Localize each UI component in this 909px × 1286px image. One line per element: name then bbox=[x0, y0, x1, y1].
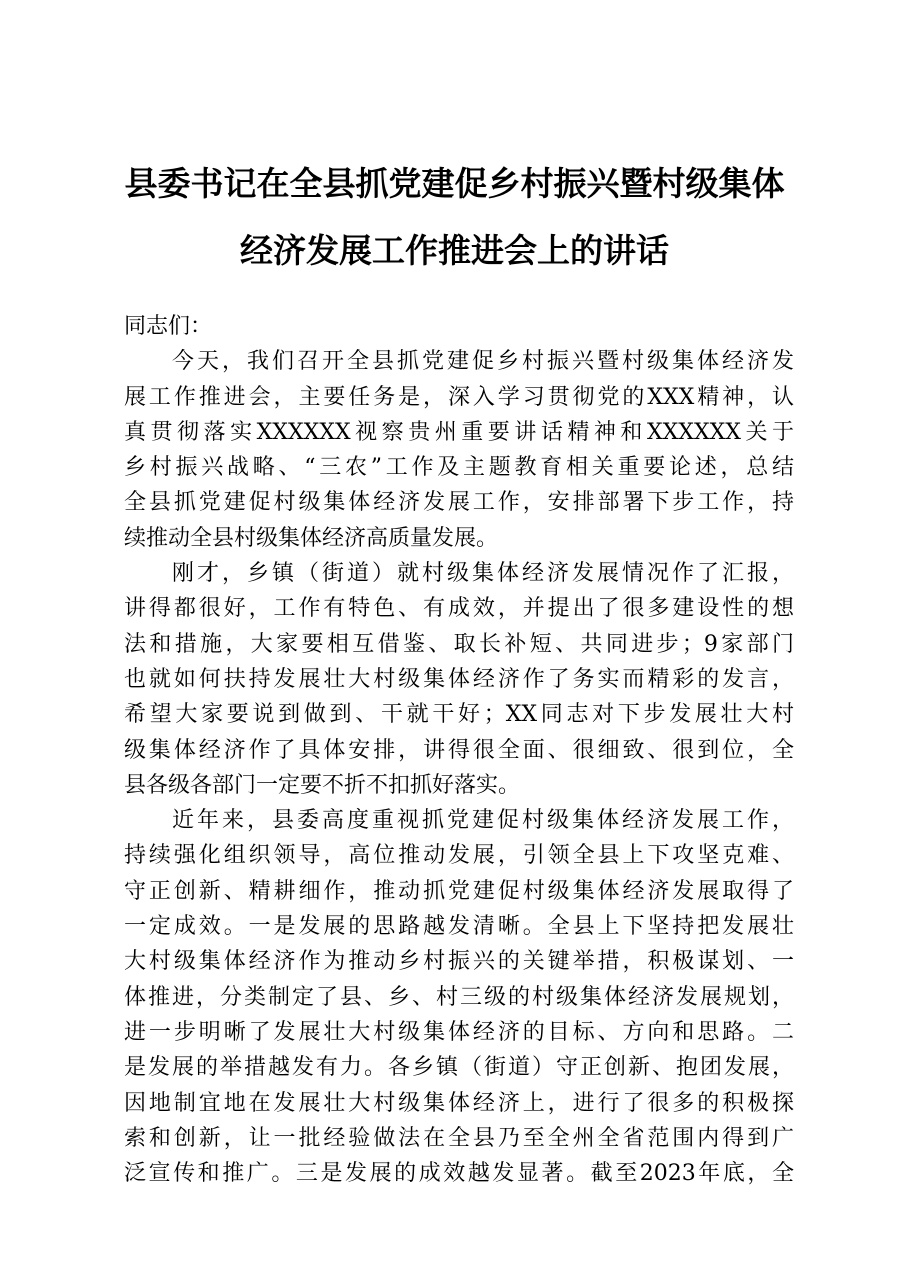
paragraph-line: 乡村振兴战略、“三农”工作及主题教育相关重要论述，总结 bbox=[124, 455, 794, 481]
paragraph-line: 是发展的举措越发有力。各乡镇（街道）守正创新、抱团发展， bbox=[124, 1055, 794, 1081]
paragraph-line: 续推动全县村级集体经济高质量发展。 bbox=[124, 525, 499, 551]
paragraph-line: 近年来，县委高度重视抓党建促村级集体经济发展工作， bbox=[172, 808, 794, 834]
paragraph-line: 法和措施，大家要相互借鉴、取长补短、共同进步；9家部门 bbox=[124, 631, 794, 657]
paragraph-line: 体推进，分类制定了县、乡、村三级的村级集体经济发展规划， bbox=[124, 984, 794, 1010]
paragraph-line: 级集体经济作了具体安排，讲得很全面、很细致、很到位，全 bbox=[124, 737, 794, 763]
paragraph-line: 持续强化组织领导，高位推动发展，引领全县上下攻坚克难、 bbox=[124, 843, 794, 869]
paragraph-line: 真贯彻落实XXXXXX视察贵州重要讲话精神和XXXXXX关于 bbox=[124, 419, 794, 445]
document-title-line-2: 经济发展工作推进会上的讲话 bbox=[240, 231, 669, 270]
paragraph-line: 刚才，乡镇（街道）就村级集体经济发展情况作了汇报， bbox=[172, 561, 794, 587]
paragraph-line: 也就如何扶持发展壮大村级集体经济作了务实而精彩的发言， bbox=[124, 666, 794, 692]
paragraph-line: 大村级集体经济作为推动乡村振兴的关键举措，积极谋划、一 bbox=[124, 949, 794, 975]
paragraph-line: 守正创新、精耕细作，推动抓党建促村级集体经济发展取得了 bbox=[124, 878, 794, 904]
paragraph-line: 讲得都很好，工作有特色、有成效，并提出了很多建设性的想 bbox=[124, 596, 794, 622]
paragraph-line: 进一步明晰了发展壮大村级集体经济的目标、方向和思路。二 bbox=[124, 1019, 794, 1045]
paragraph-line: 展工作推进会，主要任务是，深入学习贯彻党的XXX精神，认 bbox=[124, 384, 794, 410]
paragraph-line: 因地制宜地在发展壮大村级集体经济上，进行了很多的积极探 bbox=[124, 1090, 794, 1116]
paragraph-line: 县各级各部门一定要不折不扣抓好落实。 bbox=[124, 772, 521, 798]
document-body bbox=[124, 309, 794, 1191]
paragraph-line: 全县抓党建促村级集体经济发展工作，安排部署下步工作，持 bbox=[124, 490, 794, 516]
paragraph-line: 泛宣传和推广。三是发展的成效越发显著。截至2023年底，全 bbox=[124, 1161, 794, 1187]
paragraph-2 bbox=[124, 556, 794, 803]
paragraph-line: 今天，我们召开全县抓党建促乡村振兴暨村级集体经济发 bbox=[172, 349, 794, 375]
salutation: 同志们： bbox=[124, 314, 213, 339]
paragraph-3 bbox=[124, 803, 794, 1191]
document-title-line-1: 县委书记在全县抓党建促乡村振兴暨村级集体 bbox=[124, 164, 785, 203]
paragraph-1 bbox=[124, 344, 794, 556]
paragraph-line: 索和创新，让一批经验做法在全县乃至全州全省范围内得到广 bbox=[124, 1125, 794, 1151]
paragraph-line: 希望大家要说到做到、干就干好；XX同志对下步发展壮大村 bbox=[124, 702, 794, 728]
paragraph-line: 一定成效。一是发展的思路越发清晰。全县上下坚持把发展壮 bbox=[124, 914, 794, 940]
